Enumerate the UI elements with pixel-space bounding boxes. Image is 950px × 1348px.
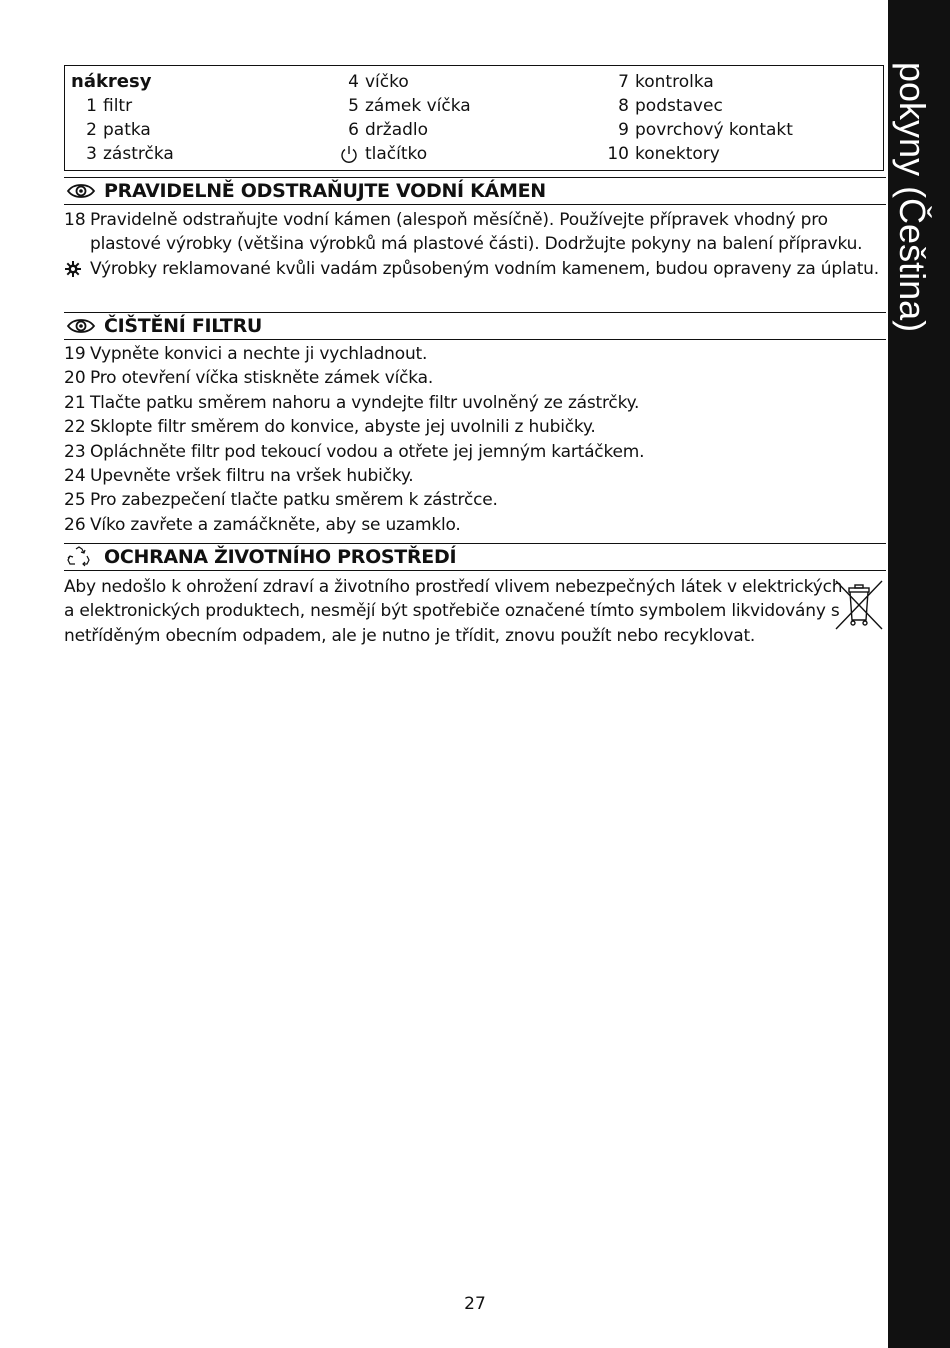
section-title: PRAVIDELNĚ ODSTRAŇUJTE VODNÍ KÁMEN	[104, 180, 546, 202]
part-label: víčko	[365, 72, 409, 92]
part-item	[71, 118, 174, 142]
parts-column-1	[71, 70, 174, 166]
list-item	[64, 366, 886, 390]
part-number: 5	[348, 96, 359, 116]
part-item	[335, 94, 471, 118]
section-heading-filter	[64, 312, 886, 340]
part-label: držadlo	[365, 120, 429, 140]
part-number: 10	[607, 144, 629, 164]
list-item	[64, 440, 886, 464]
side-tab-label: pokyny (Čeština)	[892, 62, 933, 333]
part-label: povrchový kontakt	[635, 120, 793, 140]
step-text: Vypněte konvici a nechte ji vychladnout.	[90, 344, 428, 364]
part-number: 4	[348, 72, 359, 92]
step-number: 24	[64, 466, 86, 487]
step-number: 20	[64, 368, 86, 389]
part-label: konektory	[635, 144, 720, 164]
part-number: 3	[86, 144, 97, 164]
parts-title: nákresy	[71, 71, 152, 92]
part-item	[335, 118, 471, 142]
parts-box	[64, 65, 884, 171]
part-item	[605, 118, 793, 142]
part-number: 8	[618, 96, 629, 116]
list-item	[64, 342, 886, 366]
step-text: Pro zabezpečení tlačte patku směrem k zástrčce.	[90, 490, 498, 511]
part-item	[71, 94, 174, 118]
step-text: Tlačte patku směrem nahoru a vyndejte filtr uvolněný ze zástrčky.	[90, 392, 640, 413]
step-number: 22	[64, 417, 86, 438]
part-item	[605, 70, 793, 94]
section-heading-descale	[64, 177, 886, 205]
part-number: 6	[348, 120, 359, 140]
part-number: 2	[86, 120, 97, 140]
list-item	[64, 415, 886, 439]
part-label: zástrčka	[103, 144, 174, 164]
step-text: Sklopte filtr směrem do konvice, abyste jej uvolnili z hubičky.	[90, 417, 596, 438]
part-label: kontrolka	[635, 72, 714, 92]
part-item	[605, 94, 793, 118]
parts-column-3	[605, 70, 793, 166]
list-item	[64, 513, 886, 537]
descale-list	[64, 208, 886, 281]
step-text: Pravidelně odstraňujte vodní kámen (alespoň měsíčně). Používejte přípravek vhodný pro plastové výrobky (většina výrobků má plastové části). Dodržujte pokyny na balení přípravku.	[90, 210, 863, 255]
side-tab-label-svg	[888, 0, 950, 1348]
parts-column-2	[335, 70, 471, 166]
part-label: patka	[103, 120, 151, 140]
part-label: zámek víčka	[365, 96, 471, 116]
side-tab	[888, 0, 950, 1348]
part-item	[605, 142, 793, 166]
part-label: podstavec	[635, 96, 723, 116]
step-text: Upevněte vršek filtru na vršek hubičky.	[90, 466, 414, 487]
page-number: 27	[464, 1294, 486, 1314]
section-heading-environment	[64, 543, 886, 571]
list-item	[64, 208, 886, 257]
step-text: Pro otevření víčka stiskněte zámek víčka.	[90, 368, 434, 389]
part-number: 1	[86, 96, 97, 116]
part-item	[335, 142, 471, 166]
list-item	[64, 488, 886, 512]
part-number: 7	[618, 72, 629, 92]
part-item	[71, 142, 174, 166]
part-label: tlačítko	[365, 144, 428, 164]
section-title: OCHRANA ŽIVOTNÍHO PROSTŘEDÍ	[104, 546, 457, 568]
eye-icon	[66, 316, 96, 336]
section-title: ČIŠTĚNÍ FILTRU	[104, 315, 263, 337]
step-text: Opláchněte filtr pod tekoucí vodou a otřete jej jemným kartáčkem.	[90, 441, 645, 462]
list-item	[64, 464, 886, 488]
step-number: 26	[64, 514, 86, 535]
step-number: 18	[64, 210, 86, 230]
crossed-bin-icon	[834, 578, 884, 632]
power-icon	[335, 142, 359, 166]
warning-star-icon	[64, 257, 90, 281]
part-label: filtr	[103, 96, 133, 116]
part-item	[335, 70, 471, 94]
step-number: 25	[64, 490, 86, 511]
list-item	[64, 257, 886, 281]
step-text: Výrobky reklamované kvůli vadám způsobeným vodním kamenem, budou opraveny za úplatu.	[90, 258, 879, 279]
step-number: 21	[64, 392, 86, 413]
eye-icon	[66, 181, 96, 201]
step-number: 19	[64, 344, 86, 364]
step-number: 23	[64, 441, 86, 462]
list-item	[64, 391, 886, 415]
environment-text: Aby nedošlo k ohrožení zdraví a životního prostředí vlivem nebezpečných látek v elektrických a elektronických produktech, nesmějí být spotřebiče označené tímto symbolem likvidovány s netříděným obecním odpadem, ale je nutno je třídit, znovu použít nebo recyklovat.	[64, 577, 843, 646]
filter-list	[64, 342, 886, 537]
part-number: 9	[618, 120, 629, 140]
recycle-icon	[66, 547, 96, 567]
step-text: Víko zavřete a zamáčkněte, aby se uzamklo.	[90, 514, 461, 535]
